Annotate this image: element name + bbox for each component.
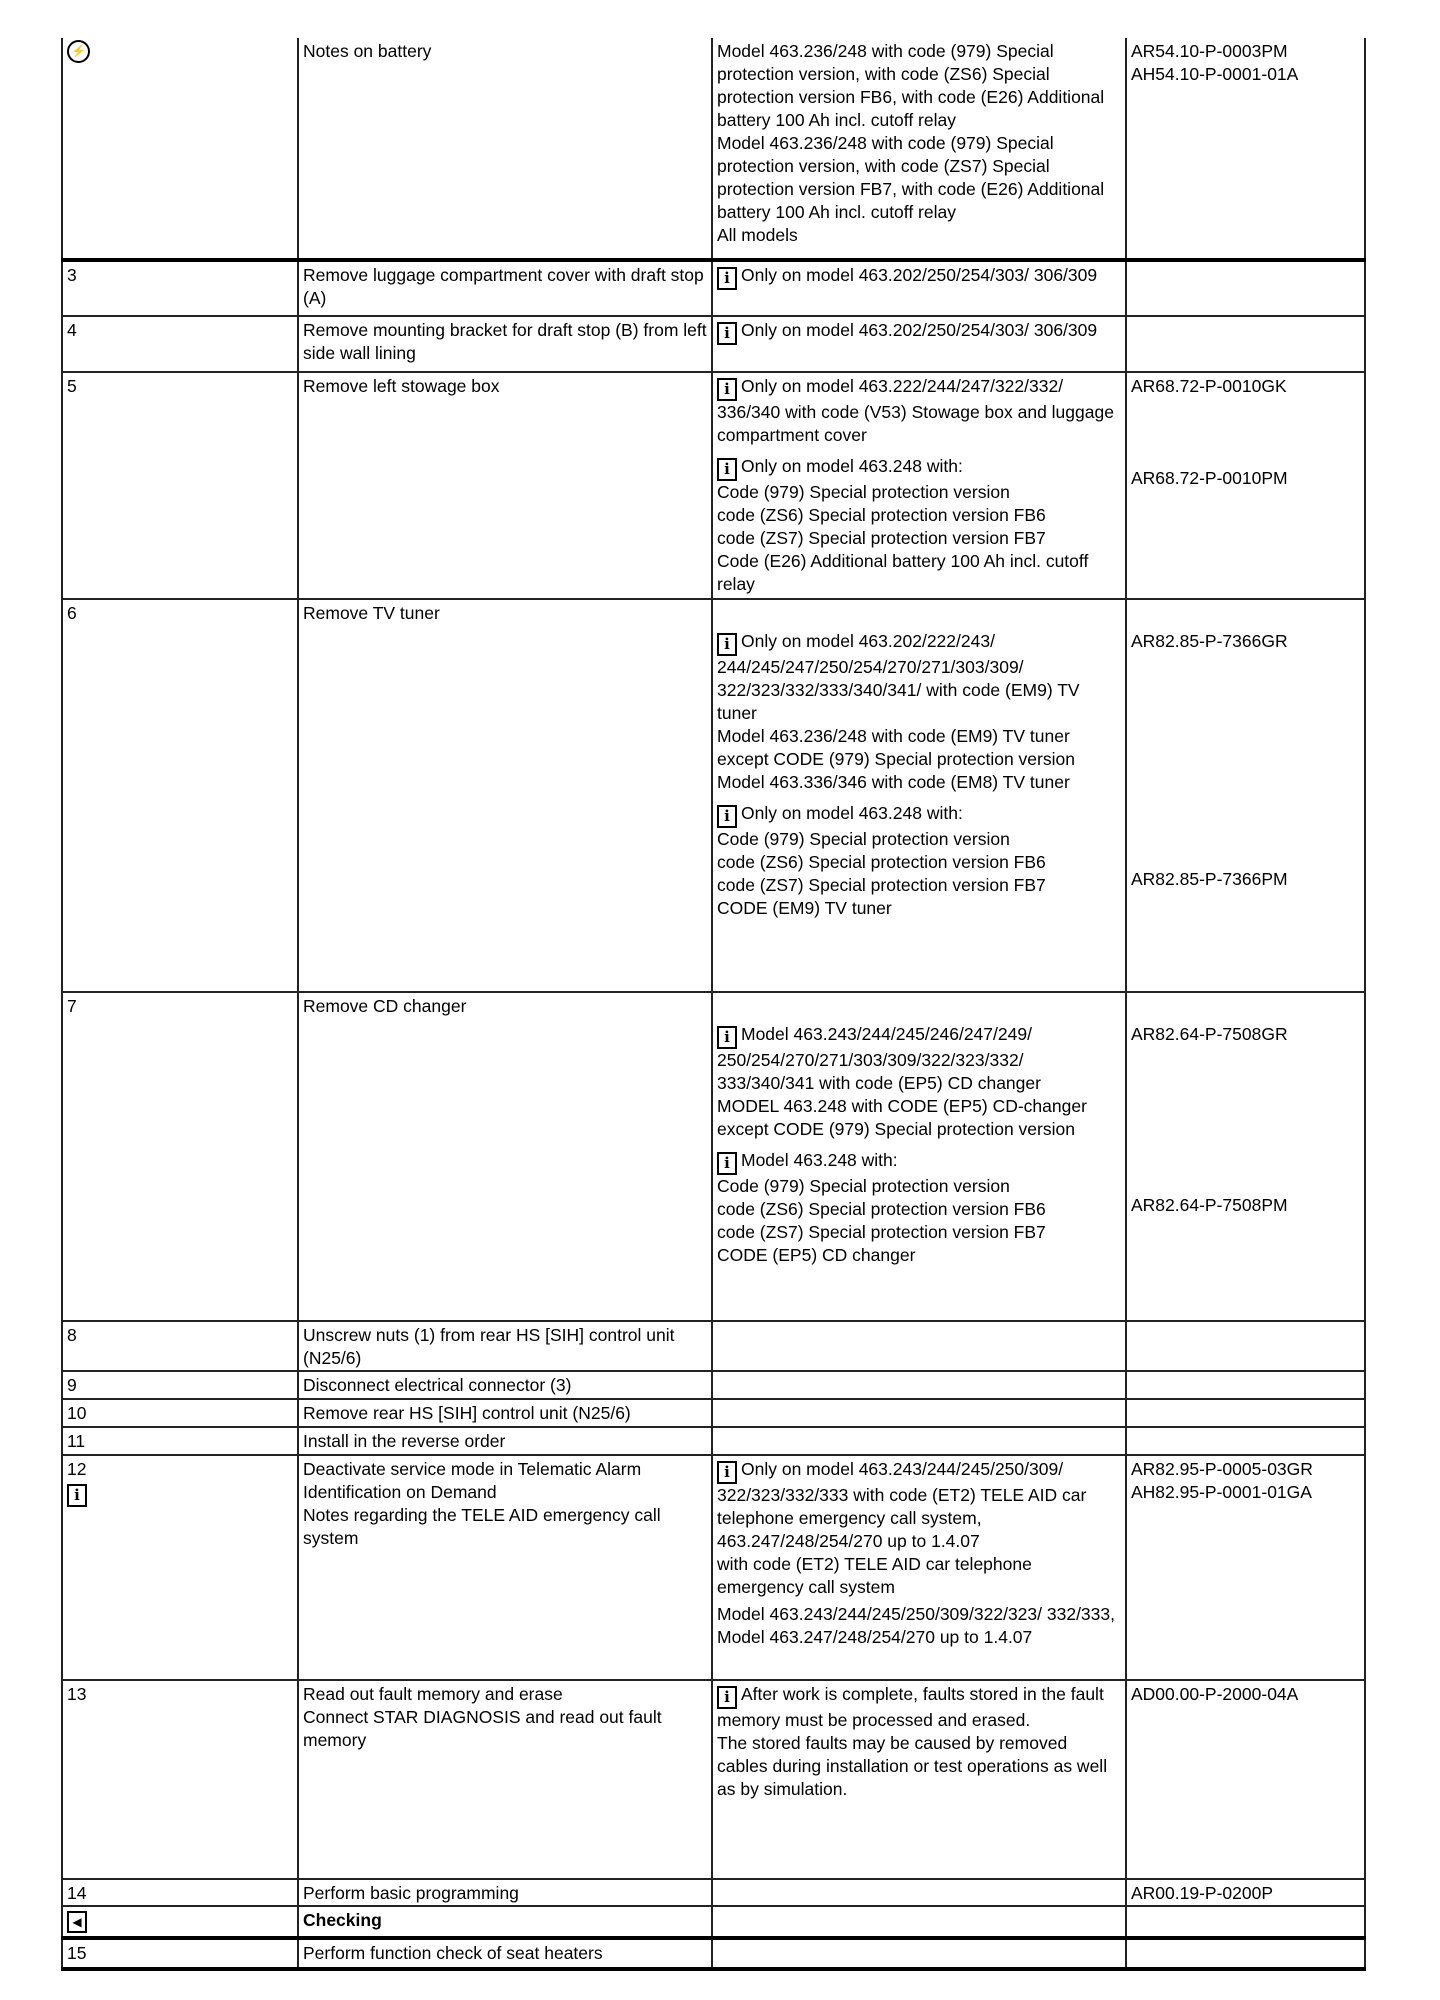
table-row: [62, 1321, 1365, 1371]
step-description: Remove left stowage box: [298, 372, 712, 599]
applicability: Model 463.248 with: Code (979) Special protection version code (ZS6) Special protection version FB6 code (ZS7) Special protection version FB7 CODE (EP5) CD changer: [717, 1150, 1046, 1265]
step-number: 12: [67, 1459, 87, 1479]
step-number: 7: [62, 992, 298, 1321]
document-link[interactable]: AR68.72-P-0010PM: [1131, 468, 1288, 488]
step-description: Unscrew nuts (1) from rear HS [SIH] control unit (N25/6): [298, 1321, 712, 1371]
step-description: Notes regarding the TELE AID emergency call system: [303, 1505, 661, 1548]
step-description: Remove TV tuner: [298, 599, 712, 992]
document-link[interactable]: AR54.10-P-0003PM: [1131, 41, 1288, 61]
step-description: Perform function check of seat heaters: [298, 1938, 712, 1969]
info-icon: i: [717, 267, 737, 290]
document-link[interactable]: AR82.64-P-7508GR: [1131, 1024, 1288, 1044]
document-link[interactable]: AR68.72-P-0010GK: [1131, 376, 1287, 396]
table-row: [62, 1399, 1365, 1427]
applicability: Only on model 463.248 with: Code (979) Special protection version code (ZS6) Special protection version FB6 code (ZS7) Special protection version FB7 CODE (EM9) TV tuner: [717, 803, 1046, 918]
document-link[interactable]: AH82.95-P-0001-01GA: [1131, 1482, 1312, 1502]
step-number: 8: [62, 1321, 298, 1371]
info-icon: i: [717, 1152, 737, 1175]
step-description: Notes on battery: [303, 41, 432, 61]
step-number: 5: [62, 372, 298, 599]
document-link[interactable]: AR82.85-P-7366GR: [1131, 631, 1288, 651]
step-number: 9: [62, 1371, 298, 1399]
battery-note-icon: ⚡: [67, 40, 90, 63]
applicability: All models: [717, 225, 798, 245]
document-link[interactable]: AR00.19-P-0200P: [1126, 1879, 1365, 1906]
table-row: [62, 992, 1365, 1321]
step-number: 4: [62, 316, 298, 372]
step-description: Read out fault memory and erase: [303, 1684, 563, 1704]
table-row: [62, 1427, 1365, 1455]
info-icon: i: [717, 1461, 737, 1484]
info-icon: i: [717, 805, 737, 828]
applicability: After work is complete, faults stored in the fault memory must be processed and erased. The stored faults may be caused by removed cables during installation or test operations as well as by simulation.: [717, 1684, 1108, 1799]
step-number: 11: [62, 1427, 298, 1455]
info-icon: i: [717, 633, 737, 656]
document-link[interactable]: AD00.00-P-2000-04A: [1131, 1684, 1299, 1704]
step-description: Remove rear HS [SIH] control unit (N25/6): [298, 1399, 712, 1427]
step-description: Perform basic programming: [298, 1879, 712, 1906]
applicability: Model 463.236/248 with code (979) Special protection version, with code (ZS6) Special protection version FB6, with code (E26) Additional battery 100 Ah incl. cutoff relay Model 463.236/248 with code (979) Special protection version, with code (ZS7) Special protection version FB7, with code (E26) Additional battery 100 Ah incl. cutoff relay: [717, 41, 1105, 222]
step-description: Install in the reverse order: [298, 1427, 712, 1455]
step-number: 10: [62, 1399, 298, 1427]
document-link[interactable]: AR82.64-P-7508PM: [1131, 1195, 1288, 1215]
step-number: 15: [62, 1938, 298, 1969]
table-row: [62, 1906, 1365, 1938]
step-number: 6: [62, 599, 298, 992]
step-description: Remove CD changer: [298, 992, 712, 1321]
table-row: [62, 1680, 1365, 1879]
procedure-table: [61, 38, 1366, 1971]
applicability: Only on model 463.202/250/254/303/ 306/309: [741, 265, 1098, 285]
info-icon: i: [717, 378, 737, 401]
info-icon: i: [717, 322, 737, 345]
applicability: Only on model 463.248 with: Code (979) Special protection version code (ZS6) Special protection version FB6 code (ZS7) Special protection version FB7 Code (E26) Additional battery 100 Ah incl. cutoff relay: [717, 456, 1089, 594]
step-description: Remove luggage compartment cover with draft stop (A): [298, 260, 712, 316]
step-number: 14: [62, 1879, 298, 1906]
table-row: [62, 316, 1365, 372]
step-description: Deactivate service mode in Telematic Alarm Identification on Demand: [303, 1459, 642, 1502]
document-link[interactable]: AH54.10-P-0001-01A: [1131, 64, 1299, 84]
step-number: 3: [62, 260, 298, 316]
applicability: Model 463.243/244/245/246/247/249/ 250/254/270/271/303/309/322/323/332/ 333/340/341 with code (EP5) CD changer MODEL 463.248 with CODE (EP5) CD-changer except CODE (979) Special protection version: [717, 1024, 1087, 1139]
document-link[interactable]: AR82.85-P-7366PM: [1131, 869, 1288, 889]
step-number: 13: [62, 1680, 298, 1879]
info-icon: i: [717, 1026, 737, 1049]
info-icon: i: [717, 1686, 737, 1709]
applicability: Only on model 463.222/244/247/322/332/ 336/340 with code (V53) Stowage box and luggage compartment cover: [717, 376, 1114, 445]
table-row: [62, 1371, 1365, 1399]
checking-icon: ◀: [67, 1911, 87, 1933]
table-row: [62, 372, 1365, 599]
table-row: [62, 1455, 1365, 1680]
step-description: Remove mounting bracket for draft stop (B) from left side wall lining: [298, 316, 712, 372]
step-description: Disconnect electrical connector (3): [298, 1371, 712, 1399]
info-icon: i: [67, 1484, 87, 1507]
section-heading: Checking: [298, 1906, 712, 1938]
step-description: Connect STAR DIAGNOSIS and read out fault memory: [303, 1707, 662, 1750]
applicability: Only on model 463.243/244/245/250/309/ 322/323/332/333 with code (ET2) TELE AID car telephone emergency call system, 463.247/248/254/270 up to 1.4.07 with code (ET2) TELE AID car telephone emergency call system: [717, 1459, 1087, 1597]
info-icon: i: [717, 458, 737, 481]
table-row: [62, 1879, 1365, 1906]
document-link[interactable]: AR82.95-P-0005-03GR: [1131, 1459, 1313, 1479]
applicability: Only on model 463.202/250/254/303/ 306/309: [741, 320, 1098, 340]
applicability: Only on model 463.202/222/243/ 244/245/247/250/254/270/271/303/309/ 322/323/332/333/340/341/ with code (EM9) TV tuner Model 463.236/248 with code (EM9) TV tuner except CODE (979) Special protection version Model 463.336/346 with code (EM8) TV tuner: [717, 631, 1080, 792]
applicability: Model 463.243/244/245/250/309/322/323/ 332/333, Model 463.247/248/254/270 up to 1.4.07: [717, 1604, 1115, 1647]
table-row: [62, 260, 1365, 316]
table-row: [62, 1938, 1365, 1969]
table-row: [62, 599, 1365, 992]
table-row: [62, 38, 1365, 260]
